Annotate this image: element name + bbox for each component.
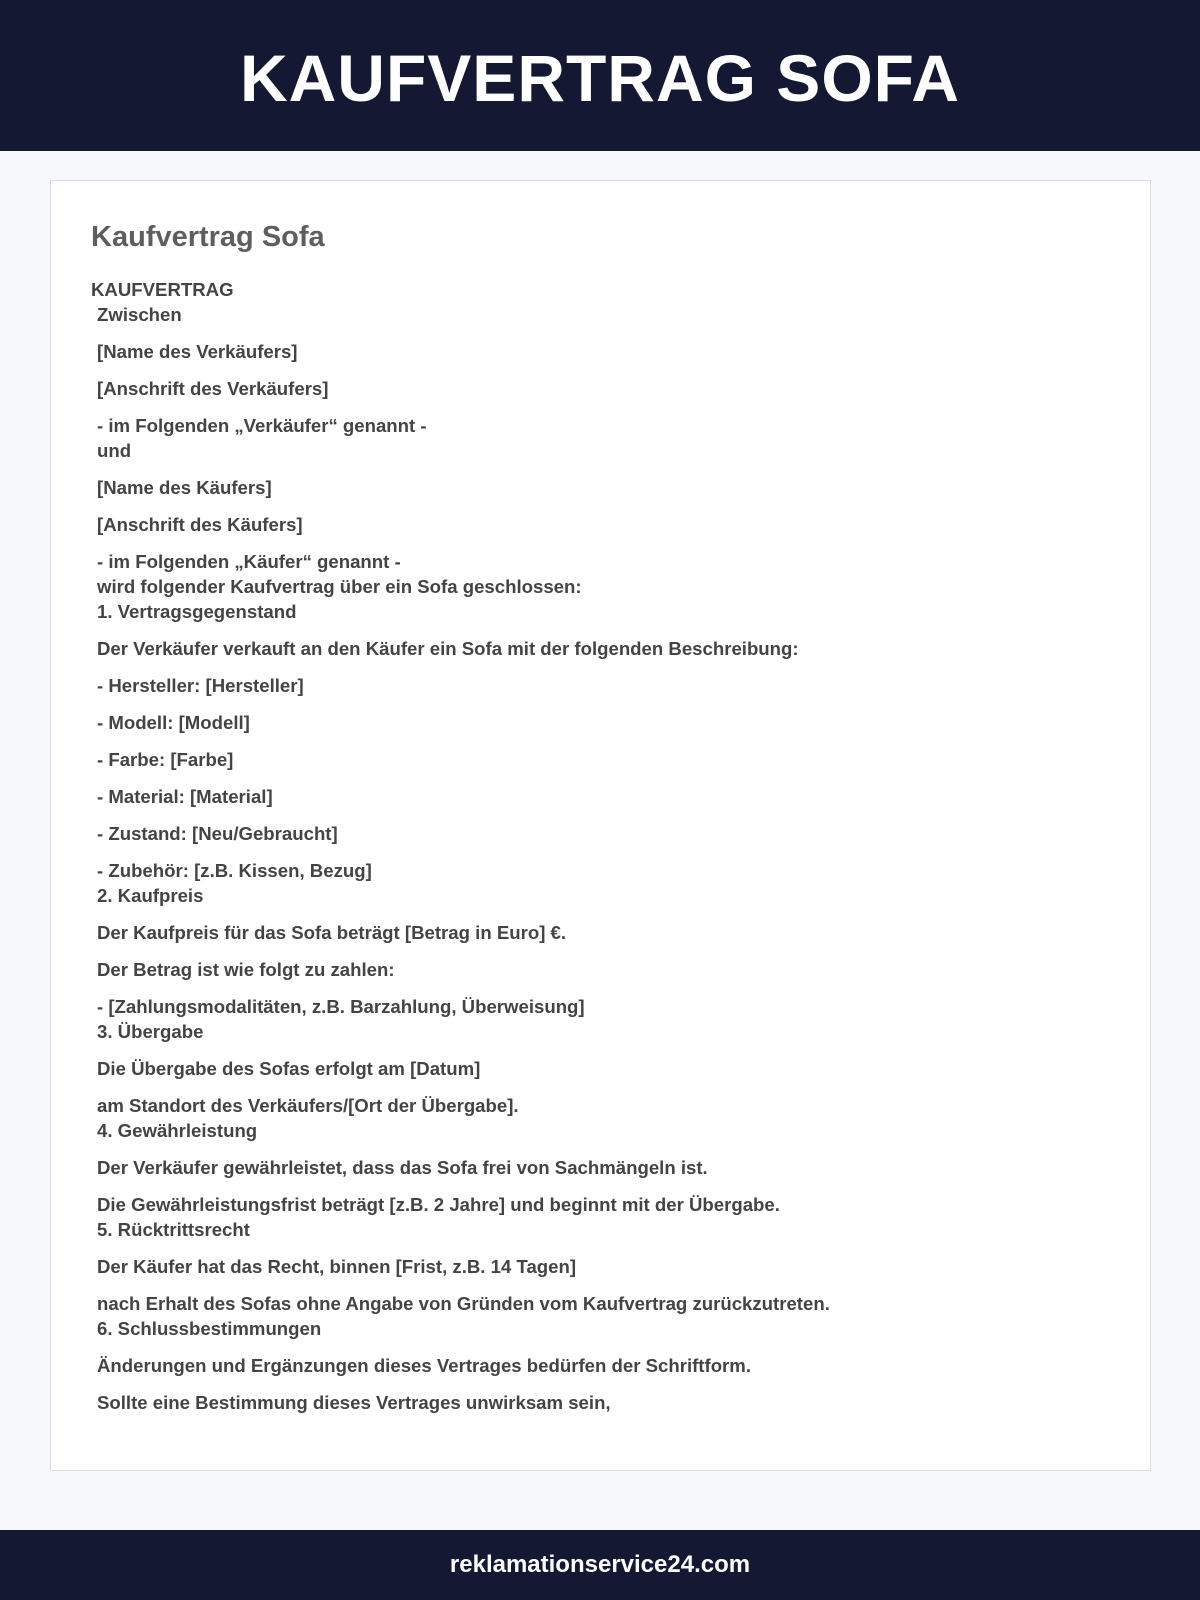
- section-heading: 2. Kaufpreis: [97, 885, 204, 906]
- text-line: nach Erhalt des Sofas ohne Angabe von Gründen vom Kaufvertrag zurückzutreten.: [97, 1293, 830, 1314]
- text-line: - Hersteller: [Hersteller]: [97, 675, 304, 696]
- text-line: - im Folgenden „Verkäufer“ genannt -: [97, 415, 427, 436]
- text-line: - Modell: [Modell]: [97, 712, 250, 733]
- page-header: [0, 0, 1200, 151]
- text-line: [Name des Käufers]: [97, 477, 272, 498]
- section-heading: 3. Übergabe: [97, 1021, 204, 1042]
- text-line: Sollte eine Bestimmung dieses Vertrages unwirksam sein,: [97, 1392, 611, 1413]
- text-line: - Zubehör: [z.B. Kissen, Bezug]: [97, 860, 372, 881]
- text-line: Der Käufer hat das Recht, binnen [Frist, z.B. 14 Tagen]: [97, 1256, 577, 1277]
- text-line: - Zustand: [Neu/Gebraucht]: [97, 823, 338, 844]
- text-line: Der Kaufpreis für das Sofa beträgt [Betrag in Euro] €.: [97, 922, 567, 943]
- text-line: - Farbe: [Farbe]: [97, 749, 234, 770]
- text-line: Zwischen: [97, 304, 182, 325]
- text-line: [Anschrift des Käufers]: [97, 514, 303, 535]
- text-line: [Name des Verkäufers]: [97, 341, 298, 362]
- text-line: Änderungen und Ergänzungen dieses Vertrages bedürfen der Schriftform.: [97, 1355, 751, 1376]
- text-line: Der Verkäufer verkauft an den Käufer ein Sofa mit der folgenden Beschreibung:: [97, 638, 799, 659]
- section-heading: 1. Vertragsgegenstand: [97, 601, 297, 622]
- text-line: - im Folgenden „Käufer“ genannt -: [97, 551, 401, 572]
- text-line: Die Gewährleistungsfrist beträgt [z.B. 2 Jahre] und beginnt mit der Übergabe.: [97, 1194, 780, 1215]
- footer-site-link[interactable]: reklamationservice24.com: [449, 1551, 751, 1578]
- text-line: wird folgender Kaufvertrag über ein Sofa geschlossen:: [97, 576, 582, 597]
- section-heading: 5. Rücktrittsrecht: [97, 1219, 250, 1240]
- text-line: am Standort des Verkäufers/[Ort der Übergabe].: [97, 1095, 519, 1116]
- text-line: [Anschrift des Verkäufers]: [97, 378, 329, 399]
- text-line: Der Verkäufer gewährleistet, dass das Sofa frei von Sachmängeln ist.: [97, 1157, 708, 1178]
- contract-heading: KAUFVERTRAG: [91, 279, 234, 300]
- page-footer: [0, 1530, 1200, 1600]
- document-title: Kaufvertrag Sofa: [91, 221, 325, 253]
- section-heading: 6. Schlussbestimmungen: [97, 1318, 322, 1339]
- text-line: Die Übergabe des Sofas erfolgt am [Datum]: [97, 1058, 481, 1079]
- text-line: und: [97, 440, 132, 461]
- page-title: KAUFVERTRAG SOFA: [239, 40, 961, 115]
- document-card: [50, 180, 1151, 1471]
- text-line: - Material: [Material]: [97, 786, 273, 807]
- text-line: Der Betrag ist wie folgt zu zahlen:: [97, 959, 395, 980]
- text-line: - [Zahlungsmodalitäten, z.B. Barzahlung, Überweisung]: [97, 996, 585, 1017]
- section-heading: 4. Gewährleistung: [97, 1120, 258, 1141]
